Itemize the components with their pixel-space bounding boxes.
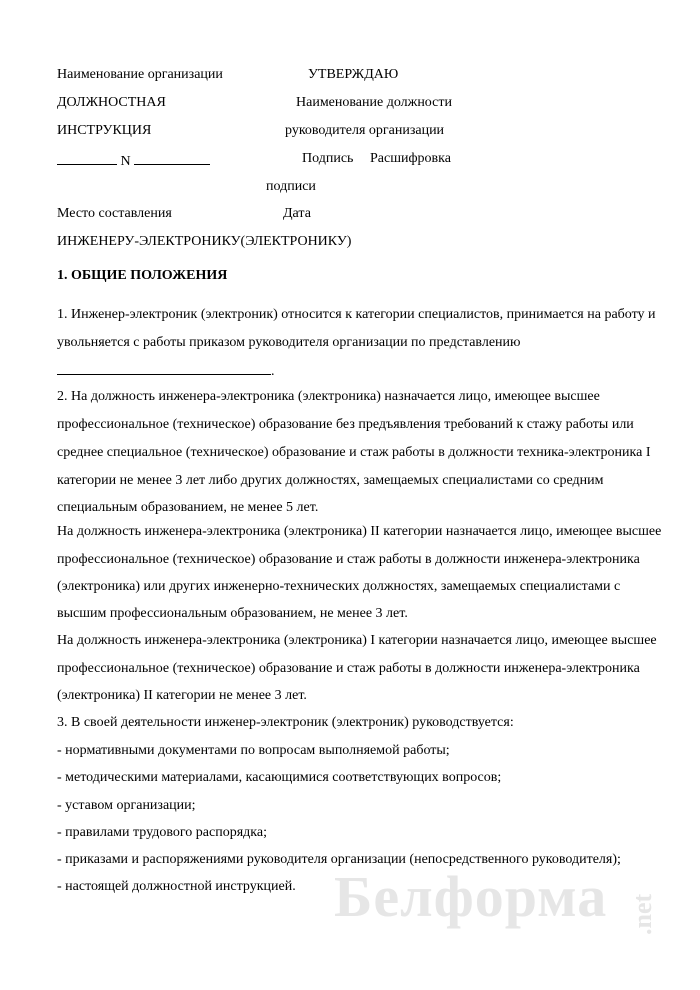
paragraph-line: профессиональное (техническое) образование без предъявления требований к стажу работы или	[57, 417, 634, 432]
paragraph-line: На должность инженера-электроника (электроника) I категории назначается лицо, имеющее высшее	[57, 633, 657, 648]
doc-type-line1: ДОЛЖНОСТНАЯ	[57, 95, 166, 110]
number-sign: N	[120, 154, 131, 169]
paragraph-line: категории не менее 3 лет либо других должностях, замещаемых специалистами со средним	[57, 473, 604, 488]
date-label: Дата	[283, 206, 311, 221]
head-position-line1: Наименование должности	[296, 95, 452, 110]
doc-number-blank-1	[57, 152, 117, 165]
paragraph-line: 1. Инженер-электроник (электроник) относится к категории специалистов, принимается на работу и	[57, 307, 656, 322]
list-item: - настоящей должностной инструкцией.	[57, 879, 296, 894]
watermark-suffix: .net	[628, 893, 657, 935]
paragraph-line: увольняется с работы приказом руководителя организации по представлению	[57, 335, 521, 350]
list-item: - приказами и распоряжениями руководителя организации (непосредственного руководителя);	[57, 852, 621, 867]
head-position-line2: руководителя организации	[285, 123, 445, 138]
paragraph-line: 3. В своей деятельности инженер-электроник (электроник) руководствуется:	[57, 715, 514, 730]
doc-number-blank-2	[134, 152, 210, 165]
paragraph-line: специальным образованием, не менее 5 лет.	[57, 500, 319, 515]
blank-underline	[57, 362, 271, 375]
period: .	[271, 364, 275, 379]
recipient-title: ИНЖЕНЕРУ-ЭЛЕКТРОНИКУ(ЭЛЕКТРОНИКУ)	[57, 234, 352, 249]
org-name-label: Наименование организации	[57, 67, 223, 82]
paragraph-line: профессиональное (техническое) образование и стаж работы в должности инженера-электроника	[57, 661, 640, 676]
paragraph-line: профессиональное (техническое) образование и стаж работы в должности инженера-электроника	[57, 552, 640, 567]
paragraph-line-blank	[57, 362, 275, 379]
doc-type-line2: ИНСТРУКЦИЯ	[57, 123, 152, 138]
watermark-logo: Белформа	[334, 864, 608, 929]
paragraph-line: (электроника) или других инженерно-технических должностях, замещаемых специалистами с	[57, 579, 621, 594]
section-title: 1. ОБЩИЕ ПОЛОЖЕНИЯ	[57, 268, 228, 283]
decoding-label-line2: подписи	[266, 179, 316, 194]
paragraph-line: На должность инженера-электроника (электроника) II категории назначается лицо, имеющее высшее	[57, 524, 662, 539]
list-item: - правилами трудового распорядка;	[57, 825, 267, 840]
list-item: - методическими материалами, касающимися соответствующих вопросов;	[57, 770, 502, 785]
list-item: - нормативными документами по вопросам выполняемой работы;	[57, 743, 450, 758]
paragraph-line: 2. На должность инженера-электроника (электроника) назначается лицо, имеющее высшее	[57, 389, 600, 404]
decoding-label: Расшифровка	[370, 151, 451, 166]
paragraph-line: среднее специальное (техническое) образование и стаж работы в должности техника-электроника I	[57, 445, 651, 460]
list-item: - уставом организации;	[57, 798, 196, 813]
paragraph-line: (электроника) II категории не менее 3 лет.	[57, 688, 307, 703]
doc-number-field	[57, 152, 210, 169]
place-label: Место составления	[57, 206, 172, 221]
paragraph-line: высшим профессиональным образованием, не менее 3 лет.	[57, 606, 408, 621]
signature-label: Подпись	[302, 151, 354, 166]
approve-stamp-label: УТВЕРЖДАЮ	[308, 67, 399, 82]
